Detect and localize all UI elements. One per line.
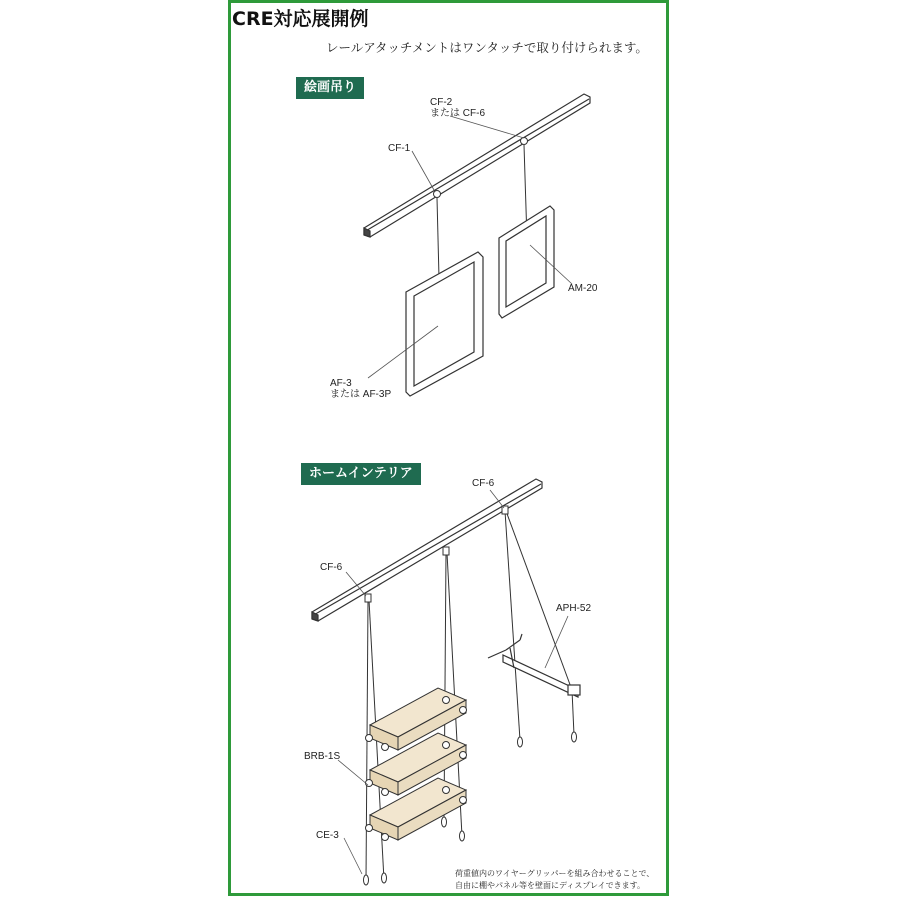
label-af3-alt: または AF-3P [330,389,392,400]
frame-small [499,206,554,318]
section-badge-interior: ホームインテリア [301,463,421,485]
label-cf2: CF-2 [430,97,453,108]
page-subtitle: レールアタッチメントはワンタッチで取り付けられます。 [326,40,648,55]
label-af3: AF-3 [330,378,352,389]
label-brb1s: BRB-1S [304,751,341,762]
usage-note-line2: 自由に棚やパネル等を壁面にディスプレイできます。 [455,881,645,890]
label-cf6-top: CF-6 [472,478,495,489]
frame-large [406,252,483,396]
label-cf1: CF-1 [388,143,411,154]
hanger-bar-aph52 [488,634,580,697]
label-cf2-alt: または CF-6 [430,108,485,119]
label-ce3: CE-3 [316,830,339,841]
label-cf6-left: CF-6 [320,562,343,573]
section-badge-painting: 絵画吊り [296,77,364,99]
usage-note-line1: 荷重値内のワイヤーグリッパーを組み合わせることで、 [455,869,655,878]
label-aph52: APH-52 [556,603,592,614]
page-title: CRE対応展開例 [232,8,369,30]
label-am20: AM-20 [568,283,598,294]
usage-note [455,868,654,892]
